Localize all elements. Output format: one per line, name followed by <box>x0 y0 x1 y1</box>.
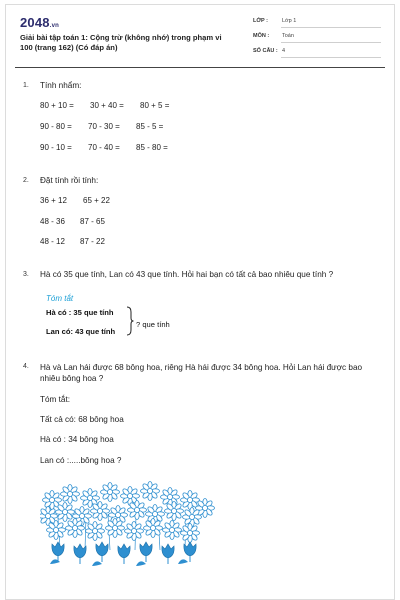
q1-expr: 85 - 5 = <box>136 122 164 131</box>
q3-summary-question: ? que tính <box>136 320 170 329</box>
question-1-number: 1. <box>23 82 29 89</box>
meta-count-label: SỐ CÂU : <box>253 48 278 54</box>
site-logo[interactable] <box>20 15 59 30</box>
q3-summary-title: Tóm tắt <box>46 294 74 303</box>
logo-ext: .vn <box>49 23 60 29</box>
q4-summary-line: Hà có : 34 bông hoa <box>40 435 114 444</box>
q1-expr: 70 - 40 = <box>88 143 120 152</box>
q2-expr: 87 - 65 <box>80 217 105 226</box>
q2-expr: 36 + 12 <box>40 196 67 205</box>
meta-count-value: 4 <box>282 48 286 54</box>
meta-rule <box>281 57 381 58</box>
q1-row <box>40 143 168 152</box>
q2-row <box>40 237 105 246</box>
q2-expr: 48 - 12 <box>40 237 65 246</box>
q1-expr: 90 - 10 = <box>40 143 72 152</box>
flowers-illustration <box>40 478 215 570</box>
meta-subject-label: MÔN : <box>253 33 270 39</box>
q2-expr: 87 - 22 <box>80 237 105 246</box>
q3-summary-line: Lan có: 43 que tính <box>46 327 116 336</box>
question-3-text: Hà có 35 que tính, Lan có 43 que tính. Hỏi hai bạn có tất cả bao nhiêu que tính ? <box>40 270 334 279</box>
q3-summary-line: Hà có : 35 que tính <box>46 308 114 317</box>
right-brace-icon <box>126 306 134 336</box>
q4-summary-line: Lan có :.....bông hoa ? <box>40 456 122 465</box>
q1-expr: 85 - 80 = <box>136 143 168 152</box>
q1-expr: 80 + 10 = <box>40 101 74 110</box>
q4-summary-line: Tất cả có: 68 bông hoa <box>40 415 124 424</box>
q1-expr: 90 - 80 = <box>40 122 72 131</box>
header-divider <box>15 67 385 68</box>
q2-row <box>40 217 105 226</box>
q2-expr: 48 - 36 <box>40 217 65 226</box>
q4-summary-title: Tóm tắt: <box>40 395 71 404</box>
meta-class-value: Lớp 1 <box>282 18 297 24</box>
meta-rule <box>281 42 381 43</box>
q1-expr: 80 + 5 = <box>140 101 170 110</box>
question-3-number: 3. <box>23 271 29 278</box>
q1-row <box>40 122 163 131</box>
q1-expr: 70 - 30 = <box>88 122 120 131</box>
question-4-text: Hà và Lan hái được 68 bông hoa, riêng Hà hái được 34 bông hoa. Hỏi Lan hái được bao nhiêu bông hoa ? <box>40 363 363 383</box>
question-2-number: 2. <box>23 177 29 184</box>
question-1-text: Tính nhẩm: <box>40 81 82 90</box>
q2-expr: 65 + 22 <box>83 196 110 205</box>
meta-rule <box>281 27 381 28</box>
question-4-number: 4. <box>23 363 29 370</box>
logo-text: 2048 <box>20 15 50 30</box>
q1-row <box>40 101 169 110</box>
q1-expr: 30 + 40 = <box>90 101 124 110</box>
meta-subject-value: Toán <box>282 33 294 39</box>
meta-class-label: LỚP : <box>253 18 268 24</box>
q2-row <box>40 196 110 205</box>
question-2-text: Đặt tính rồi tính: <box>40 176 99 185</box>
document-title: Giải bài tập toán 1: Cộng trừ (không nhớ) trong phạm vi 100 (trang 162) (Có đáp án) <box>20 33 222 52</box>
